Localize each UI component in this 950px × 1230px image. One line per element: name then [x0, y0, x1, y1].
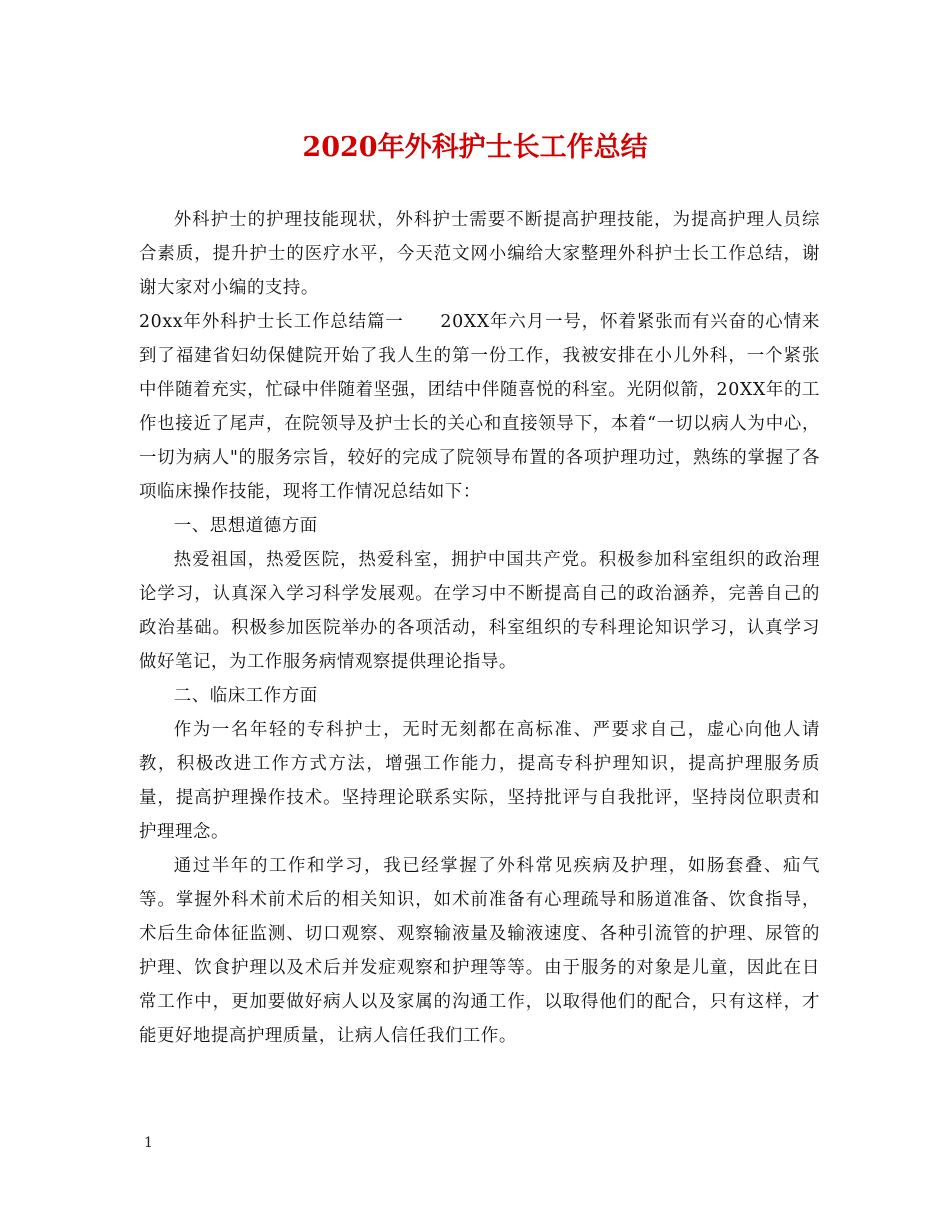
section-heading-ideology: 一、思想道德方面 [173, 516, 318, 536]
paragraph-clinical: 作为一名年轻的专科护士，无时无刻都在高标准、严要求自己，虚心向他人请教，积极改进工作方式方法，增强工作能力，提高专科护理知识，提高护理服务质量，提高护理操作技术。坚持理论联系实际，坚持批评与自我批评，坚持岗位职责和护理理念。 [139, 720, 820, 842]
page-number: 1 [144, 1135, 153, 1151]
document-title: 2020年外科护士长工作总结 [302, 132, 648, 163]
paragraph-ideology: 热爱祖国，热爱医院，热爱科室，拥护中国共产党。积极参加科室组织的政治理论学习，认真深入学习科学发展观。在学习中不断提高自己的政治涵养，完善自己的政治基础。积极参加医院举办的各项活动，科室组织的专科理论知识学习，认真学习做好笔记，为工作服务病情观察提供理论指导。 [139, 550, 820, 672]
section-heading-clinical: 二、临床工作方面 [173, 686, 318, 706]
paragraph-learning: 通过半年的工作和学习，我已经掌握了外科常见疾病及护理，如肠套叠、疝气等。掌握外科术前术后的相关知识，如术前准备有心理疏导和肠道准备、饮食指导，术后生命体征监测、切口观察、观察输液量及输液速度、各种引流管的护理、尿管的护理、饮食护理以及术后并发症观察和护理等等。由于服务的对象是儿童，因此在日常工作中，更加要做好病人以及家属的沟通工作，以取得他们的配合，只有这样，才能更好地提高护理质量，让病人信任我们工作。 [139, 856, 820, 1046]
document-body [139, 203, 820, 1053]
paragraph-part-one: 20xx年外科护士长工作总结篇一 20XX年六月一号，怀着紧张而有兴奋的心情来到了福建省妇幼保健院开始了我人生的第一份工作，我被安排在小儿外科，一个紧张中伴随着充实，忙碌中伴随着坚强，团结中伴随喜悦的科室。光阴似箭，20XX年的工作也接近了尾声，在院领导及护士长的关心和直接领导下，本着“一切以病人为中心，一切为病人"的服务宗旨，较好的完成了院领导布置的各项护理功过，熟练的掌握了各项临床操作技能，现将工作情况总结如下： [139, 312, 820, 502]
paragraph-intro: 外科护士的护理技能现状，外科护士需要不断提高护理技能，为提高护理人员综合素质，提升护士的医疗水平，今天范文网小编给大家整理外科护士长工作总结，谢谢大家对小编的支持。 [139, 210, 820, 298]
